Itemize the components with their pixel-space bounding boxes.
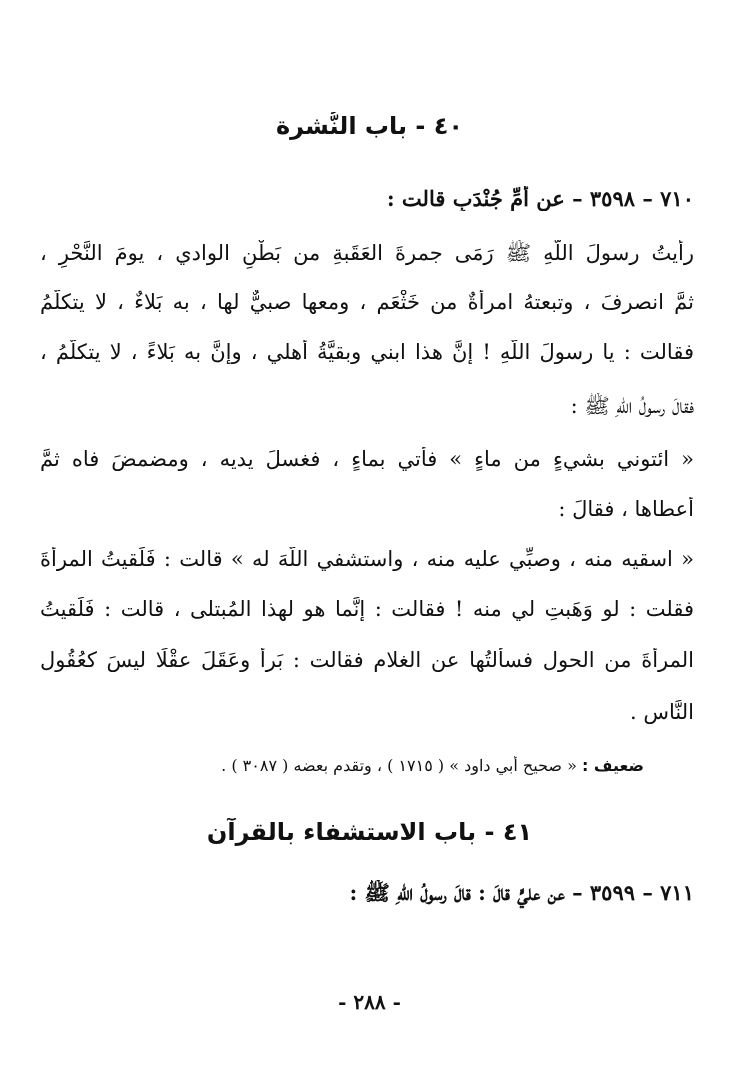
hadith-710-line-3: فقالت : يا رسولَ اللّهِ ! إنَّ هذا ابني وبقيَّةُ أهلي ، وإنَّ به بَلاءً ، لا يتكلَّمُ ، (40, 340, 694, 364)
page-number: - ٢٨٨ - (338, 990, 401, 1014)
hadith-710-intro: ٧١٠ – ٣٥٩٨ – عن أمِّ جُنْدَبٍ قالت : (386, 186, 694, 211)
hadith-710-line-8: فقلت : لو وَهَبتِ لي منه ! فقالت : إنَّما هو لهذا المُبتلى ، قالت : فَلَقيتُ (40, 597, 694, 621)
grading-text: « صحيح أبي داود » ( ١٧١٥ ) ، وتقدم بعضه ( ٣٠٨٧ ) . (221, 756, 577, 775)
chapter-40-heading: ٤٠ - باب النُّشرة (275, 112, 464, 140)
hadith-710-line-6: أعطاها ، فقالَ : (558, 497, 694, 521)
hadith-710-line-2: ثمَّ انصرفَ ، وتبعتهُ امرأةٌ من خَثْعَمٍ ، ومعها صبيٌّ لها ، به بَلاءٌ ، لا يتكلَّمُ (40, 290, 694, 314)
hadith-710-line-7: « اسقيه منه ، وصبِّي عليه منه ، واستشفي اللّهَ له » قالت : فَلَقيتُ المرأةَ (40, 547, 694, 571)
grading-label: ضعيف : (581, 756, 644, 775)
chapter-41-heading: ٤١ - باب الاستشفاء بالقرآن (206, 818, 533, 846)
hadith-710-grading (0, 756, 739, 775)
hadith-710-line-9: المرأةَ من الحولِ فسألتُها عن الغلامِ فقالت : بَرأَ وعَقَلَ عقْلًا ليسَ كعُقُولِ (40, 648, 694, 672)
hadith-710-line-10: النَّاسِ . (630, 700, 694, 724)
hadith-710-line-5: « ائتوني بشيءٍ من ماءٍ » فأُتي بماءٍ ، فغسلَ يديه ، ومضمضَ فاه ثمَّ (40, 447, 694, 471)
hadith-711-intro: ٧١١ – ٣٥٩٩ – عن عليٍّ قالَ : قالَ رسولُ اللّهِ ﷺ : (349, 880, 694, 905)
hadith-710-line-1: رأيتُ رسولَ اللّهِ ﷺ رَمَى جمرةَ العَقَبةِ من بَطْنِ الوادي ، يومَ النَّحْرِ ، (40, 241, 694, 265)
hadith-710-line-4: فقالَ رسولُ اللّهِ ﷺ : (570, 394, 694, 418)
